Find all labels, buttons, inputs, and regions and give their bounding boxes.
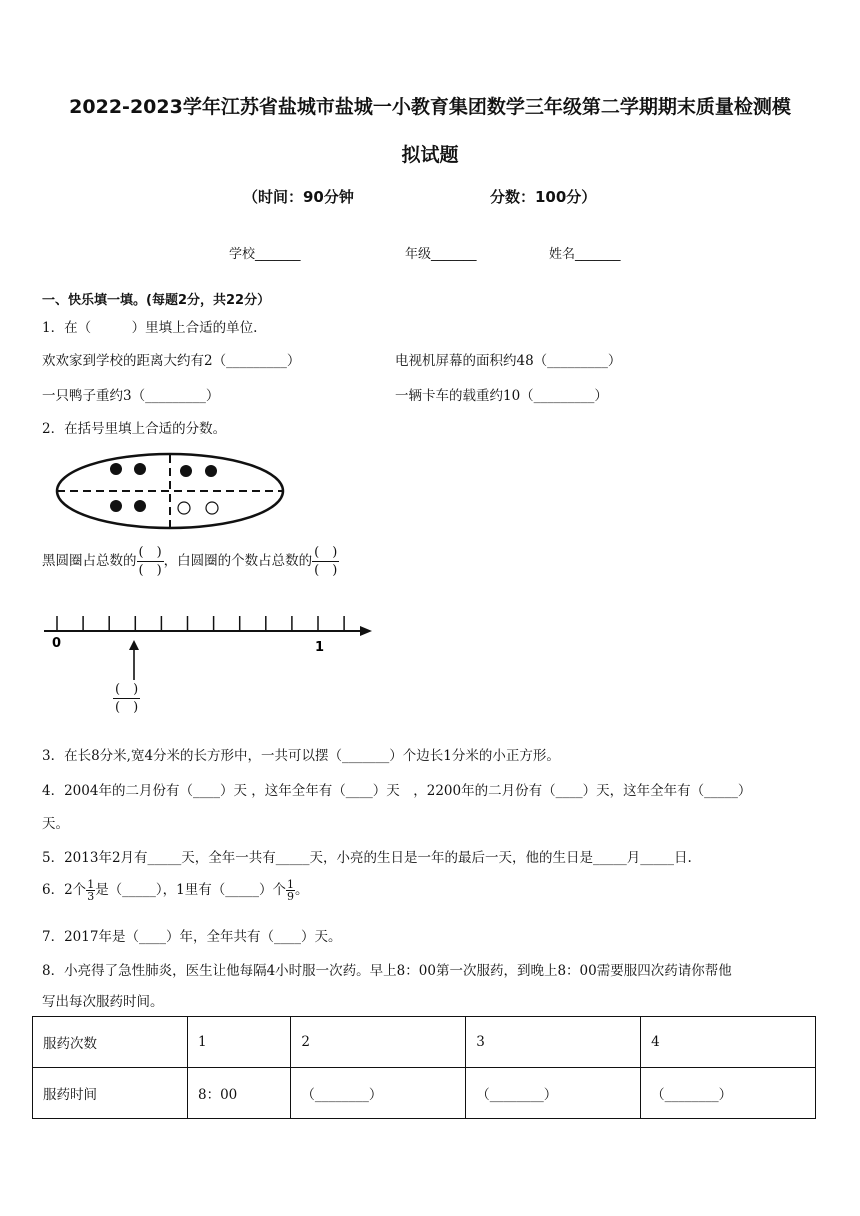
number-line-arrow: [360, 626, 372, 636]
exam-score: 分数：100分）: [490, 188, 597, 206]
q4-line2: 天。: [42, 816, 69, 832]
table-cell: 1: [188, 1017, 291, 1068]
white-circle: [206, 502, 218, 514]
q4-line1: 4．2004年的二月份有（____）天 ，这年全年有（____）天 ，2200年的二月份有（____）天，这年全年有（_____）: [42, 783, 752, 799]
q8-line2: 写出每次服药时间。: [42, 994, 164, 1010]
table-row: [33, 1017, 816, 1068]
white-circle: [178, 502, 190, 514]
number-line: [40, 610, 380, 660]
medicine-table: [32, 1016, 816, 1119]
white-fraction-blank[interactable]: $\frac{( )}{( )}$: [314, 545, 338, 578]
q8-line1: 8．小亮得了急性肺炎，医生让他每隔4小时服一次药。早上8：00第一次服药，到晚上8：00需要服四次药请你帮他: [42, 963, 732, 979]
black-circle: [134, 463, 146, 475]
school-field[interactable]: 学校_______: [229, 247, 301, 262]
q1-item-d: 一辆卡车的载重约10（_________）: [395, 388, 608, 404]
q6-text: 6．2个 $\frac{1}{3}$ 是（_____），1里有（_____）个 $\frac{1}{9}$ 。: [42, 878, 309, 903]
section-heading: 一、快乐填一填。(每题2分，共22分）: [42, 293, 271, 308]
circle-group-figure: [54, 450, 286, 532]
q2-black-text: 黑圆圈占总数的: [42, 553, 137, 569]
up-arrow-icon: [126, 640, 142, 680]
table-cell-blank[interactable]: （________）: [291, 1068, 466, 1119]
black-circle: [110, 500, 122, 512]
grade-field[interactable]: 年级_______: [405, 247, 477, 262]
numberline-fraction-blank[interactable]: $\frac{( )}{( )}$: [115, 682, 139, 715]
black-circle: [110, 463, 122, 475]
q1-stem: 1．在（ ）里填上合适的单位.: [42, 320, 258, 336]
table-row: [33, 1068, 816, 1119]
black-fraction-blank[interactable]: $\frac{( )}{( )}$: [138, 545, 162, 578]
page-title-line1: 2022-2023学年江苏省盐城市盐城一小教育集团数学三年级第二学期期末质量检测模: [69, 96, 791, 118]
q7-text: 7．2017年是（____）年，全年共有（____）天。: [42, 929, 342, 945]
table-cell: 服药次数: [33, 1017, 188, 1068]
number-line-ticks: [57, 616, 344, 631]
q1-item-a: 欢欢家到学校的距离大约有2（_________）: [42, 353, 301, 369]
table-cell-blank[interactable]: （________）: [466, 1068, 641, 1119]
q5-text: 5．2013年2月有_____天，全年一共有_____天，小亮的生日是一年的最后一天，他的生日是_____月_____日.: [42, 850, 692, 866]
fraction-one-third: $\frac{1}{3}$: [87, 878, 95, 903]
table-cell: 8：00: [188, 1068, 291, 1119]
number-line-zero: 0: [52, 636, 62, 651]
table-cell: 2: [291, 1017, 466, 1068]
number-line-one: 1: [315, 640, 325, 655]
table-cell: 4: [641, 1017, 816, 1068]
page-title-line2: 拟试题: [401, 144, 459, 166]
table-cell-blank[interactable]: （________）: [641, 1068, 816, 1119]
table-cell: 服药时间: [33, 1068, 188, 1119]
black-circle: [205, 465, 217, 477]
q1-item-c: 一只鸭子重约3（_________）: [42, 388, 220, 404]
q1-item-b: 电视机屏幕的面积约48（_________）: [395, 353, 622, 369]
table-cell: 3: [466, 1017, 641, 1068]
q2-stem: 2．在括号里填上合适的分数。: [42, 421, 227, 437]
black-circle: [180, 465, 192, 477]
exam-time: （时间：90分钟: [243, 188, 354, 206]
black-circle: [134, 500, 146, 512]
q3-text: 3．在长8分米,宽4分米的长方形中，一共可以摆（_______）个边长1分米的小正方形。: [42, 748, 560, 764]
q2-white-text: ，白圆圈的个数占总数的: [163, 553, 313, 569]
q2-fraction-line: [42, 544, 339, 579]
fraction-one-ninth: $\frac{1}{9}$: [287, 878, 295, 903]
name-field[interactable]: 姓名_______: [549, 247, 621, 262]
